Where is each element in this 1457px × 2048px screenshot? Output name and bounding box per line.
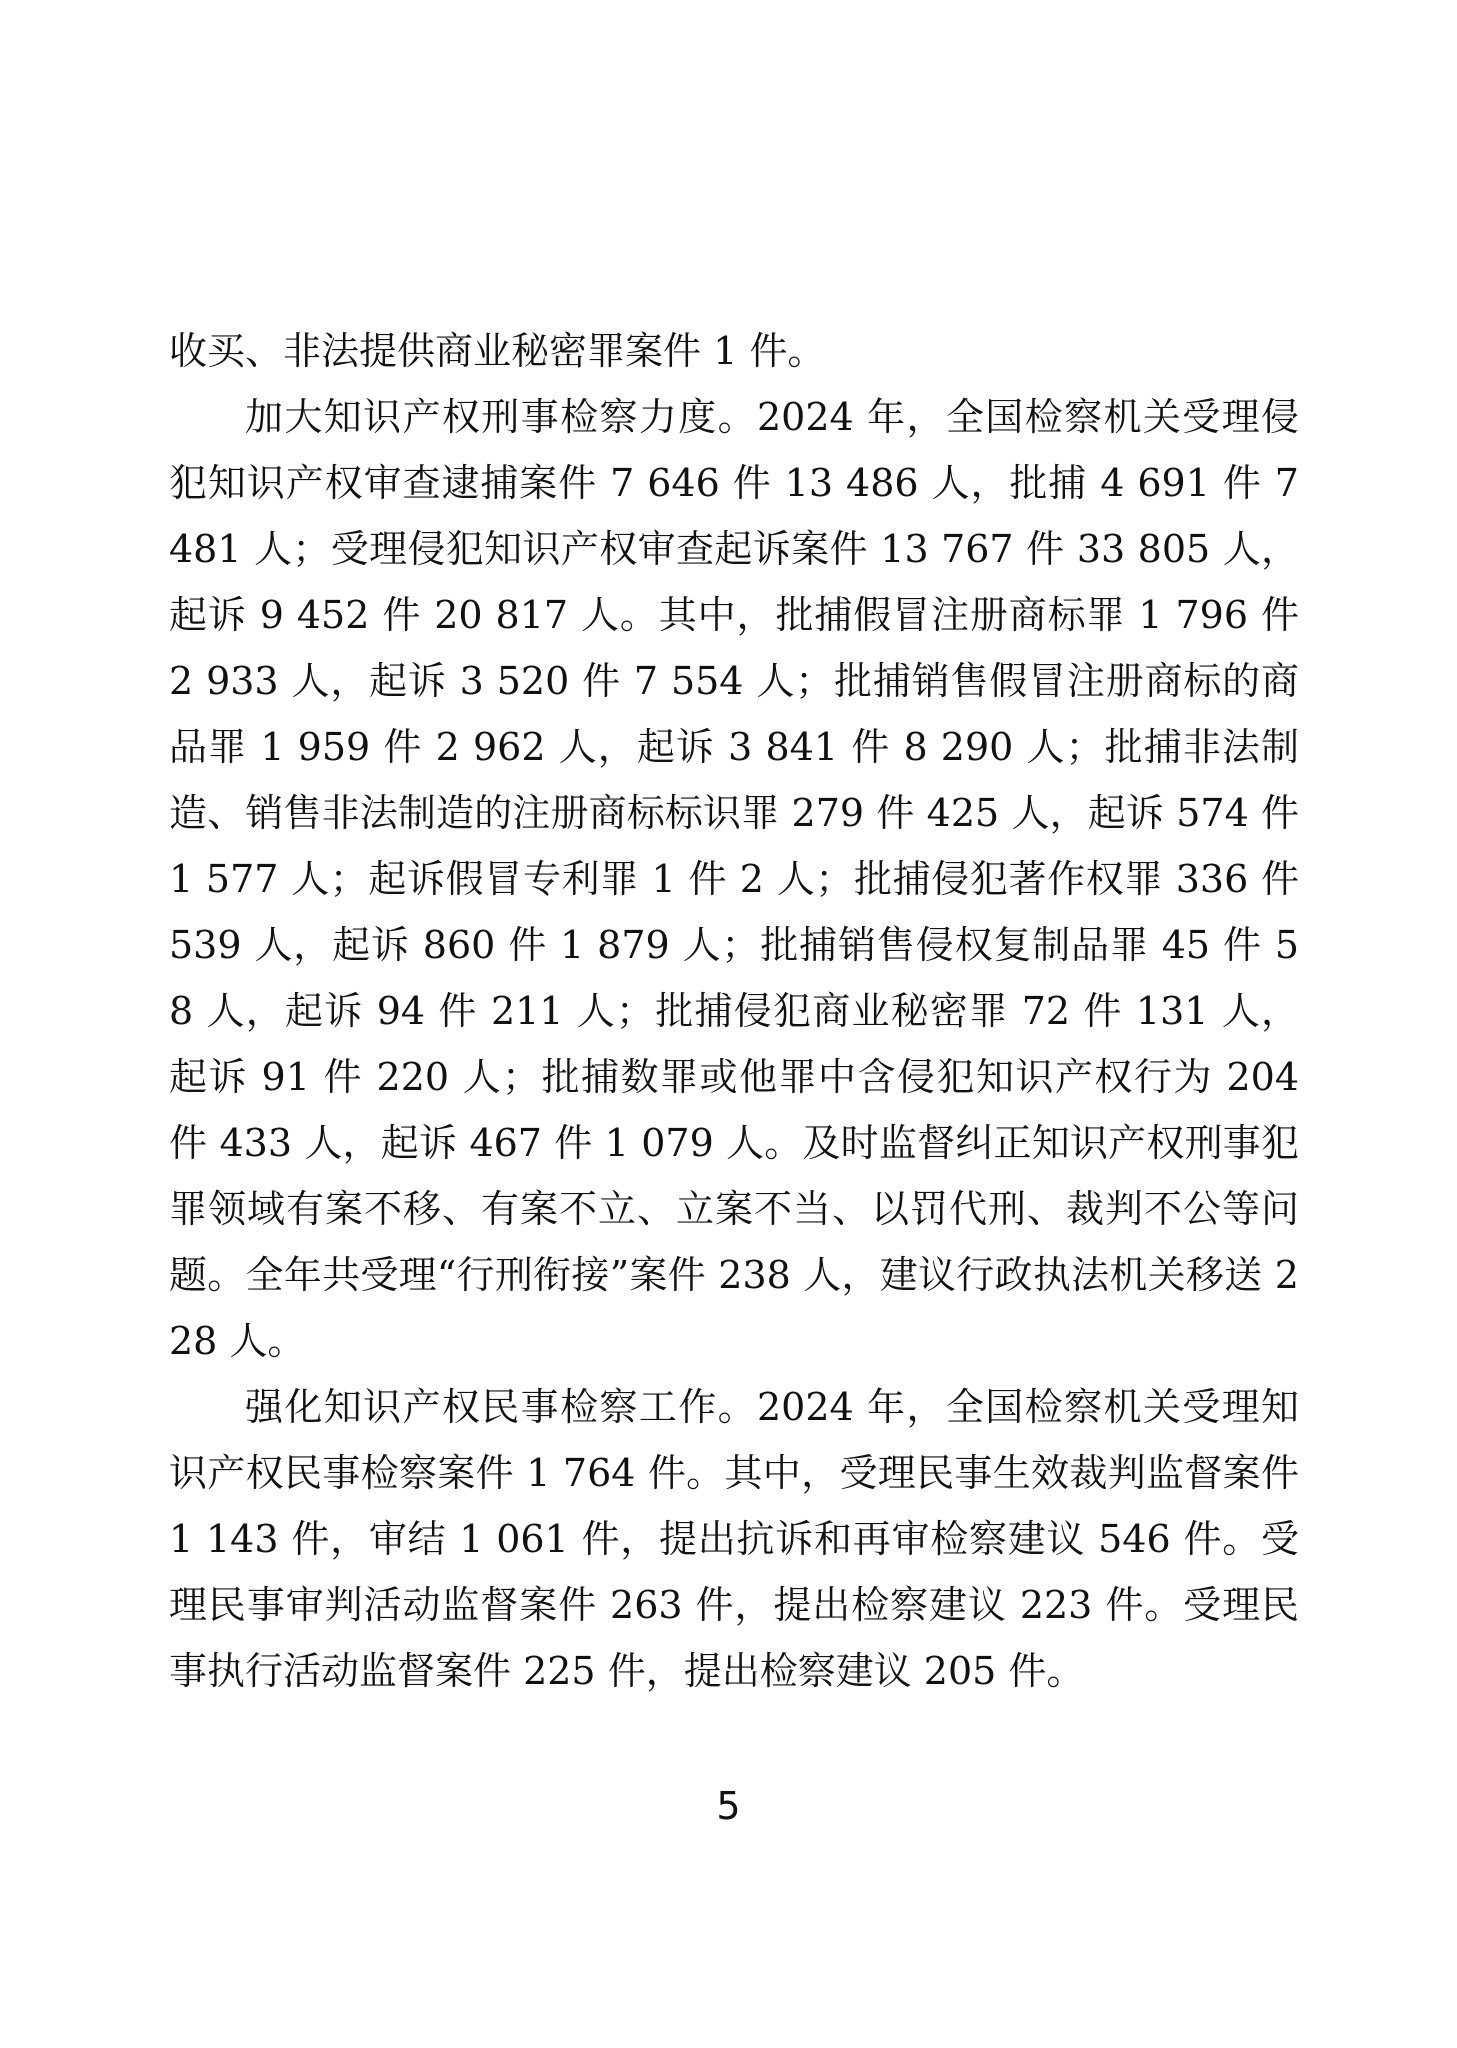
page-number: 5	[716, 1784, 741, 1828]
paragraph-continuation: 收买、非法提供商业秘密罪案件 1 件。	[169, 329, 826, 373]
paragraph-civil-prosecution: 强化知识产权民事检察工作。2024 年，全国检察机关受理知识产权民事检察案件 1 764 件。其中，受理民事生效裁判监督案件 1 143 件，审结 1 061 件，提出抗诉和再审检察建议 546 件。受理民事审判活动监督案件 263 件，提出检察建议 223 件。受理民事执行活动监督案件 225 件，提出检察建议 205 件。	[169, 1385, 1299, 1693]
paragraph-criminal-prosecution: 加大知识产权刑事检察力度。2024 年，全国检察机关受理侵犯知识产权审查逮捕案件 7 646 件 13 486 人，批捕 4 691 件 7 481 人；受理侵犯知识产权审查起诉案件 13 767 件 33 805 人，起诉 9 452 件 20 817 人。其中，批捕假冒注册商标罪 1 796 件 2 933 人，起诉 3 520 件 7 554 人；批捕销售假冒注册商标的商品罪 1 959 件 2 962 人，起诉 3 841 件 8 290 人；批捕非法制造、销售非法制造的注册商标标识罪 279 件 425 人，起诉 574 件 1 577 人；起诉假冒专利罪 1 件 2 人；批捕侵犯著作权罪 336 件 539 人，起诉 860 件 1 879 人；批捕销售侵权复制品罪 45 件 58 人，起诉 94 件 211 人；批捕侵犯商业秘密罪 72 件 131 人，起诉 91 件 220 人；批捕数罪或他罪中含侵犯知识产权行为 204 件 433 人，起诉 467 件 1 079 人。及时监督纠正知识产权刑事犯罪领域有案不移、有案不立、立案不当、以罚代刑、裁判不公等问题。全年共受理“行刑衔接”案件 238 人，建议行政执法机关移送 228 人。	[169, 395, 1299, 1363]
document-body	[169, 318, 1299, 1704]
